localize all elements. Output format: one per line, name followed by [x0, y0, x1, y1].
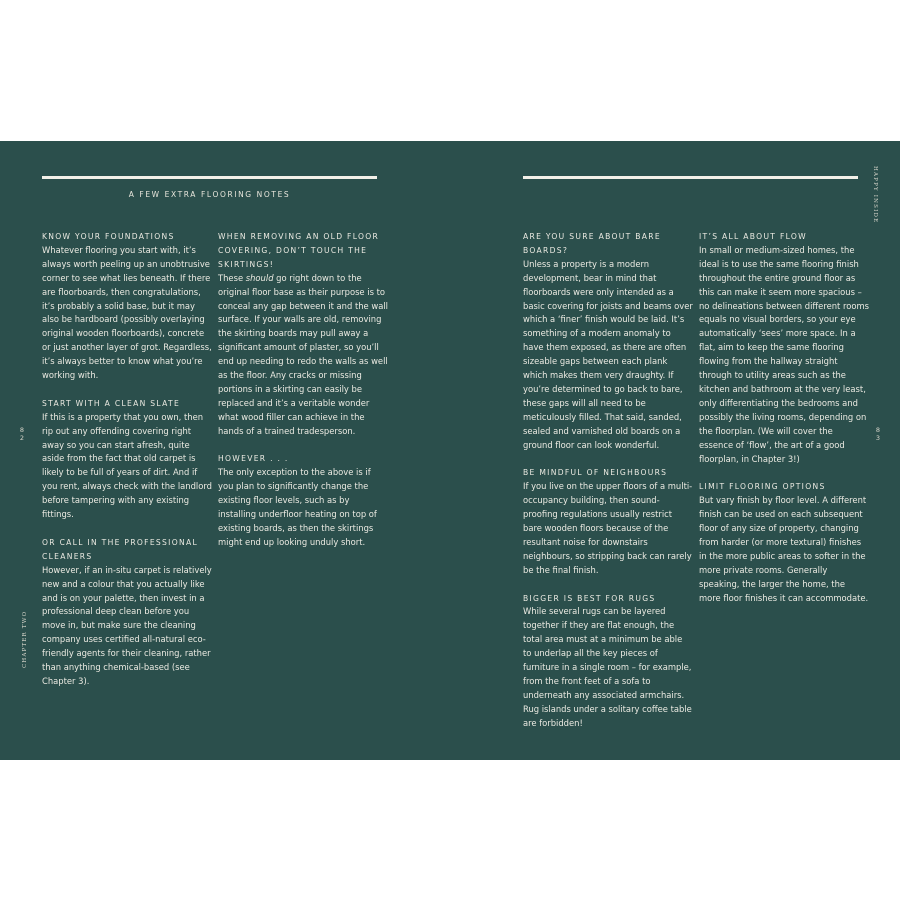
note-body-emphasis: should: [245, 272, 274, 283]
note-body-start: These: [218, 272, 246, 283]
note-body: The only exception to the above is if you plan to significantly change the existing floor levels, such as by installing underfloor heating on top of existing boards, as then the skirtings might end up looking unduly short.: [218, 467, 377, 547]
note-body: However, if an in-situ carpet is relatively new and a colour that you actually like and is on your palette, then invest in a professional deep clean before you move in, but make sure the cleaning company uses certified all-natural eco-friendly agents for their cleaning, rather than anything chemical-based (see Chapter 3).: [42, 564, 212, 686]
note-heading: HOWEVER . . .: [218, 454, 289, 464]
note-block: [42, 230, 212, 383]
right-column-1: [523, 230, 693, 744]
note-body-rest: go right down to the original floor base as their purpose is to conceal any gap between it and the wall surface. If your walls are old, removing the skirting boards may pull away a significant amount of plaster, so you’ll end up needing to redo the walls as well as the floor. Any cracks or missing portions in a skirting can easily be replaced and it’s a veritable wonder what wood filler can achieve in the hands of a trained tradesperson.: [218, 272, 389, 436]
page-number-left: [17, 426, 27, 442]
page-number-digit: 3: [875, 434, 881, 442]
top-rule-right: [523, 176, 858, 179]
note-heading: WHEN REMOVING AN OLD FLOOR COVERING, DON’T TOUCH THE SKIRTINGS!: [218, 232, 380, 269]
note-body: If you live on the upper floors of a multi-occupancy building, then sound-proofing regulations usually restrict bare wooden floors because of the resultant noise for downstairs neighbours, so stripping back can rarely be the final finish.: [523, 481, 693, 575]
note-block: [523, 230, 693, 453]
note-body: Whatever flooring you start with, it’s always worth peeling up an unobtrusive corner to see what lies beneath. If there are floorboards, then congratulations, it’s probably a solid base, but it may also be hardboard (possibly overlaying original wooden floorboards), concrete or just another layer of grot. Regardless, it’s always better to know what you’re working with.: [42, 244, 212, 381]
note-heading: IT’S ALL ABOUT FLOW: [699, 232, 807, 241]
note-heading: ARE YOU SURE ABOUT BARE BOARDS?: [523, 232, 661, 255]
note-body: But vary finish by floor level. A different finish can be used on each subsequent floor of any size of property, changing from harder (or more textural) finishes in the more public areas to softer in the more private rooms. Generally speaking, the larger the home, the more floor finishes it can accommodate.: [699, 495, 869, 603]
note-heading: START WITH A CLEAN SLATE: [42, 398, 181, 408]
note-heading: KNOW YOUR FOUNDATIONS: [42, 232, 175, 241]
page-number-digit: 2: [19, 434, 25, 442]
running-head-right: HAPPY INSIDE: [872, 166, 878, 224]
running-head-left: CHAPTER TWO: [22, 610, 28, 668]
note-block: [218, 452, 388, 549]
note-block: [218, 230, 388, 439]
left-column-2: [218, 230, 388, 564]
note-block: [523, 592, 693, 731]
note-heading: BE MINDFUL OF NEIGHBOURS: [523, 468, 668, 478]
note-block: [699, 230, 869, 466]
note-heading: BIGGER IS BEST FOR RUGS: [523, 593, 656, 603]
section-title: A FEW EXTRA FLOORING NOTES: [128, 190, 291, 199]
note-block: [42, 536, 212, 689]
right-column-2: [699, 230, 869, 619]
note-heading: LIMIT FLOORING OPTIONS: [699, 482, 826, 492]
note-body: If this is a property that you own, then rip out any offending covering right away so you can start afresh, quite aside from the fact that old carpet is likely to be full of years of dirt. And if you rent, always check with the landlord before tampering with any existing fittings.: [42, 411, 212, 520]
note-body: [218, 272, 388, 439]
note-block: [699, 480, 869, 605]
note-body: In small or medium-sized homes, the ideal is to use the same flooring finish throughout the entire ground floor as this can make it seem more spacious – no delineations between different rooms equals no visual borders, so your eye automatically ‘sees’ more space. In a flat, aim to keep the same flooring flowing from the hallway straight through to utility areas such as the kitchen and bathroom at the very least, only differentiating the bedrooms and possibly the living rooms, depending on the floorplan. (We will cover the essence of ‘flow’, the art of a good floorplan, in Chapter 3!): [699, 244, 870, 464]
top-rule-left: [42, 176, 377, 179]
page-number-digit: 8: [19, 426, 25, 434]
note-block: [42, 397, 212, 522]
book-spread: [0, 141, 900, 760]
left-column-1: [42, 230, 212, 703]
note-body: Unless a property is a modern development, bear in mind that floorboards were only intended as a basic covering for joists and beams over which a ‘finer’ finish would be laid. It’s something of a modern anomaly to have them exposed, as there are often sizeable gaps between each plank which makes them very draughty. If you’re determined to go back to bare, these gaps will all need to be meticulously filled. That said, sanded, sealed and varnished old boards on a ground floor can look wonderful.: [523, 258, 693, 450]
note-heading: OR CALL IN THE PROFESSIONAL CLEANERS: [42, 537, 198, 561]
note-block: [523, 466, 693, 577]
page-number-right: [873, 426, 883, 442]
note-body: While several rugs can be layered together if they are flat enough, the total area must at a minimum be able to underlap all the key pieces of furniture in a single room – for example, from the front feet of a sofa to underneath any associated armchairs. Rug islands under a solitary coffee table are forbidden!: [523, 606, 692, 728]
page-number-digit: 8: [875, 426, 881, 434]
